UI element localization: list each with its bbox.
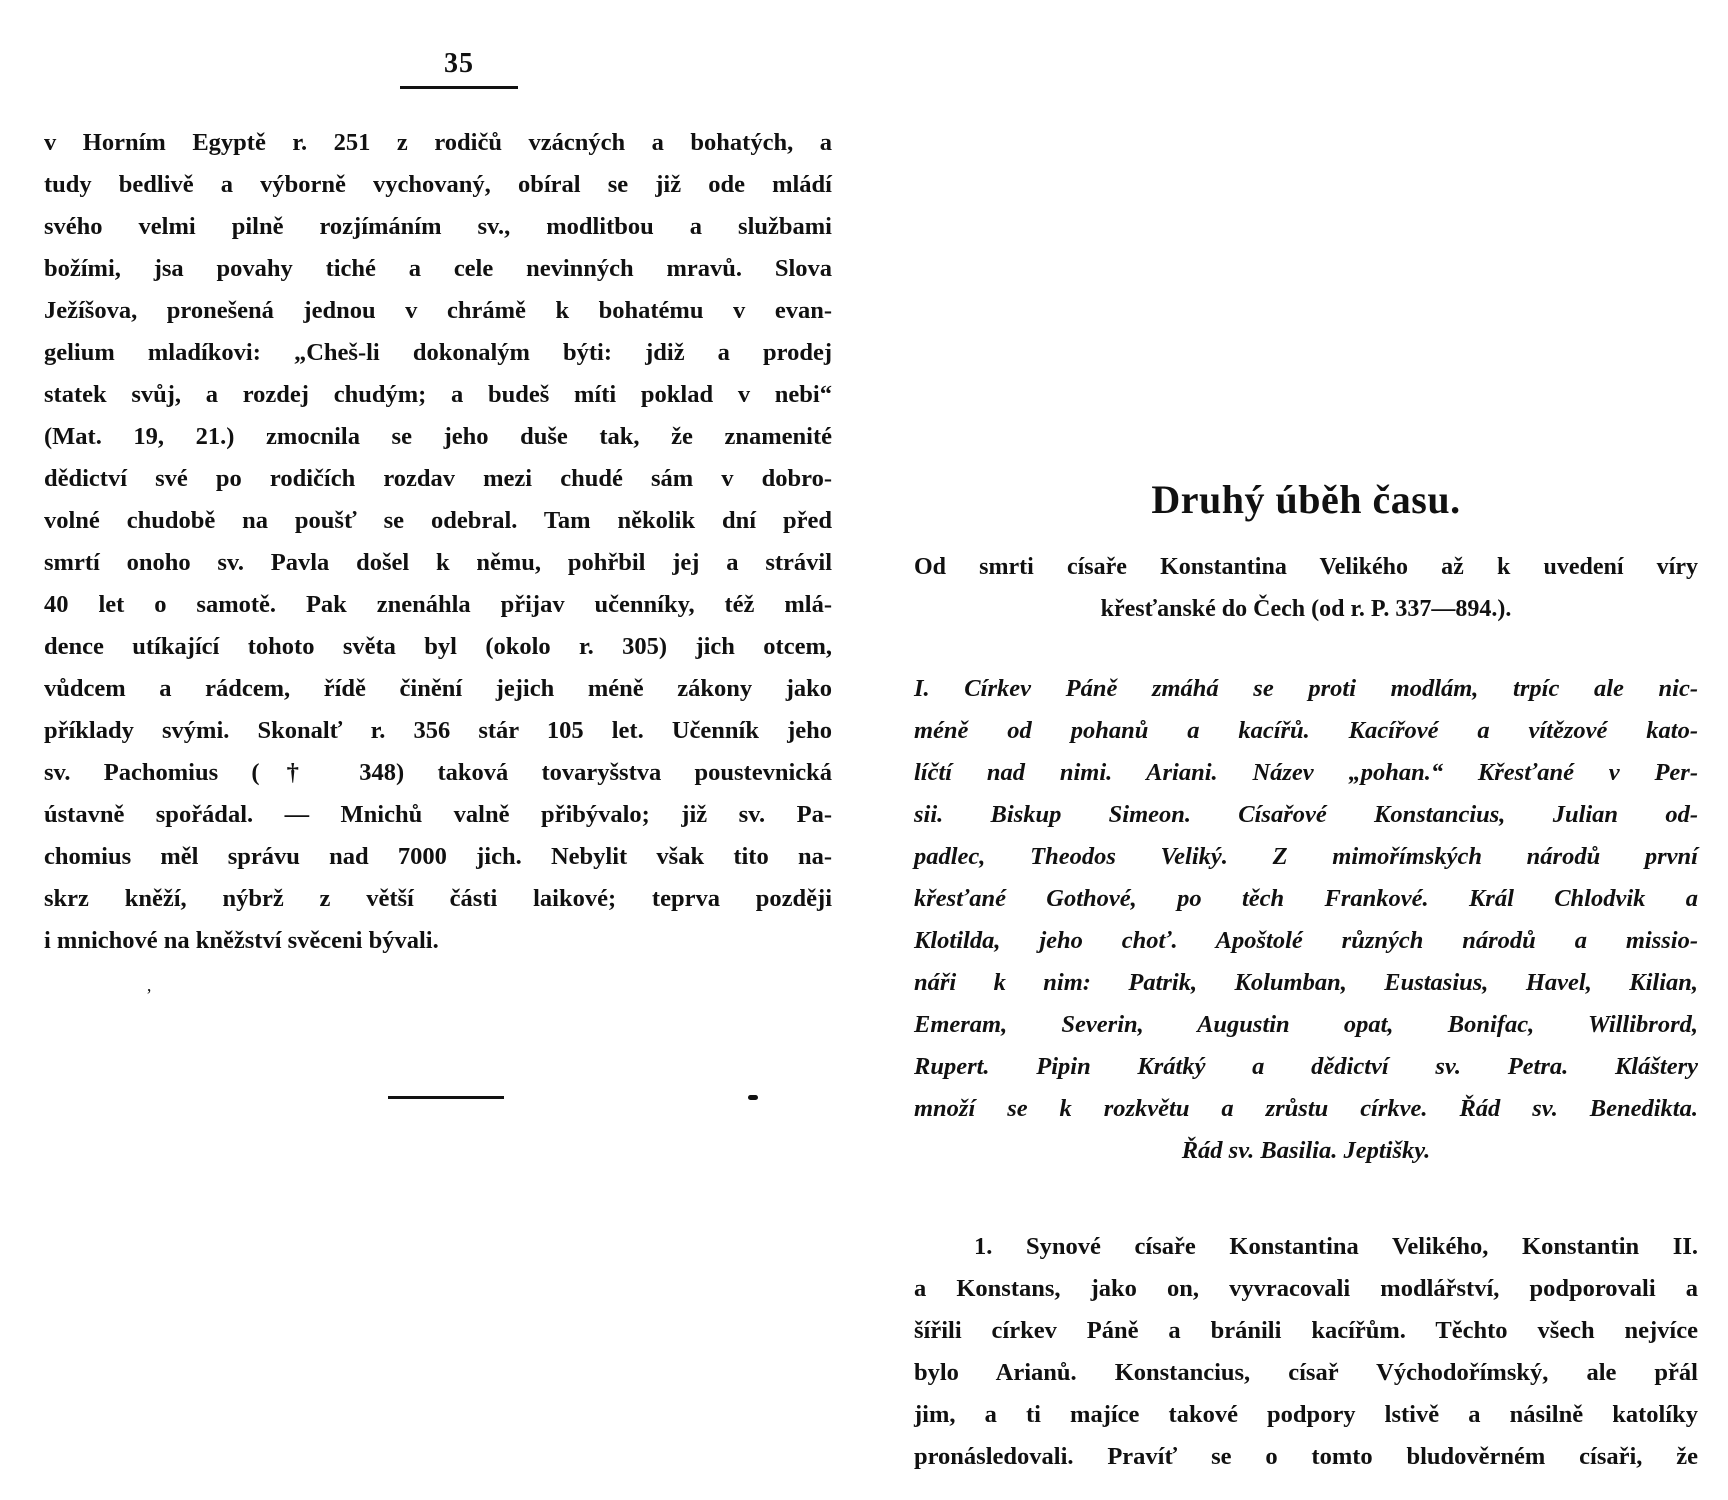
text-line: chomius měl správu nad 7000 jich. Nebylit však tito na- — [44, 843, 832, 870]
text-line: tudy bedlivě a výborně vychovaný, obíral se již ode mládí — [44, 171, 832, 198]
text-line: v Horním Egyptě r. 251 z rodičů vzácných a bohatých, a — [44, 129, 832, 156]
subtitle-line: Od smrti císaře Konstantina Velikého až k uvedení víry — [914, 554, 1698, 580]
text-line: gelium mladíkovi: „Cheš-li dokonalým býti: jdiž a prodej — [44, 339, 832, 366]
summary-line: padlec, Theodos Veliký. Z mimořímských národů první — [914, 843, 1698, 870]
print-speck: ʼ — [146, 985, 152, 1005]
text-line: 40 let o samotě. Pak znenáhla přijav učenníky, též mlá- — [44, 591, 832, 618]
text-line: smrtí onoho sv. Pavla došel k němu, pohřbil jej a strávil — [44, 549, 832, 576]
text-line: svého velmi pilně rozjímáním sv., modlitbou a službami — [44, 213, 832, 240]
section-subtitle — [914, 546, 1698, 630]
section-title: Druhý úběh času. — [1151, 477, 1461, 522]
body-text — [914, 1226, 1698, 1478]
summary-line: sii. Biskup Simeon. Císařové Konstancius, Julian od- — [914, 801, 1698, 828]
text-line: dence utíkající tohoto světa byl (okolo r. 305) jich otcem, — [44, 633, 832, 660]
summary-line: Klotilda, jeho choť. Apoštolé různých národů a missio- — [914, 927, 1698, 954]
text-line: skrz kněží, nýbrž z větší části laikové; teprva později — [44, 885, 832, 912]
summary-line: křesťané Gothové, po těch Frankové. Král Chlodvik a — [914, 885, 1698, 912]
body-line: pronásledovali. Pravíť se o tomto bludověrném císaři, že — [914, 1443, 1698, 1470]
body-line: 1. Synové císaře Konstantina Velikého, Konstantin II. — [974, 1233, 1698, 1260]
text-line: Ježíšova, pronešená jednou v chrámě k bohatému v evan- — [44, 297, 832, 324]
text-line: vůdcem a rádcem, řídě činění jejich méně zákony jako — [44, 675, 832, 702]
summary-line: náři k nim: Patrik, Kolumban, Eustasius, Havel, Kilian, — [914, 969, 1698, 996]
text-line: božími, jsa povahy tiché a cele nevinných mravů. Slova — [44, 255, 832, 282]
text-line: dědictví své po rodičích rozdav mezi chudé sám v dobro- — [44, 465, 832, 492]
text-line: statek svůj, a rozdej chudým; a budeš míti poklad v nebi“ — [44, 381, 832, 408]
text-line: (Mat. 19, 21.) zmocnila se jeho duše tak, že znamenité — [44, 423, 832, 450]
section-divider-rule — [388, 1096, 504, 1099]
text-line: volné chudobě na poušť se odebral. Tam několik dní před — [44, 507, 832, 534]
body-line: jim, a ti majíce takové podpory lstivě a násilně katolíky — [914, 1401, 1698, 1428]
page-number-rule — [400, 86, 518, 89]
summary-line: množí se k rozkvětu a zrůstu církve. Řád sv. Benedikta. — [914, 1095, 1698, 1122]
text-line: sv. Pachomius († 348) taková tovaryšstva poustevnická — [44, 759, 832, 786]
left-page-text — [44, 122, 832, 962]
summary-line: Rupert. Pipin Krátký a dědictví sv. Petra. Kláštery — [914, 1053, 1698, 1080]
body-line: bylo Arianů. Konstancius, císař Východořímský, ale přál — [914, 1359, 1698, 1386]
text-line: i mnichové na kněžství svěceni bývali. — [44, 927, 439, 954]
summary-line: Emeram, Severin, Augustin opat, Bonifac, Willibrord, — [914, 1011, 1698, 1038]
chapter-summary — [914, 668, 1698, 1172]
body-line: a Konstans, jako on, vyvracovali modlářství, podporovali a — [914, 1275, 1698, 1302]
page-number: 35 — [444, 48, 474, 79]
text-line: příklady svými. Skonalť r. 356 stár 105 let. Učenník jeho — [44, 717, 832, 744]
section-divider-dot — [748, 1095, 758, 1100]
body-line: šířili církev Páně a bránili kacířům. Těchto všech nejvíce — [914, 1317, 1698, 1344]
text-line: ústavně spořádal. — Mnichů valně přibývalo; již sv. Pa- — [44, 801, 832, 828]
summary-line: I. Církev Páně zmáhá se proti modlám, trpíc ale nic- — [914, 675, 1698, 702]
summary-line: méně od pohanů a kacířů. Kacířové a vítězové kato- — [914, 717, 1698, 744]
summary-line: Řád sv. Basilia. Jeptišky. — [1181, 1137, 1431, 1164]
subtitle-line: křesťanské do Čech (od r. P. 337—894.). — [1100, 596, 1512, 622]
summary-line: líčtí nad nimi. Ariani. Název „pohan.“ Křesťané v Per- — [914, 759, 1698, 786]
